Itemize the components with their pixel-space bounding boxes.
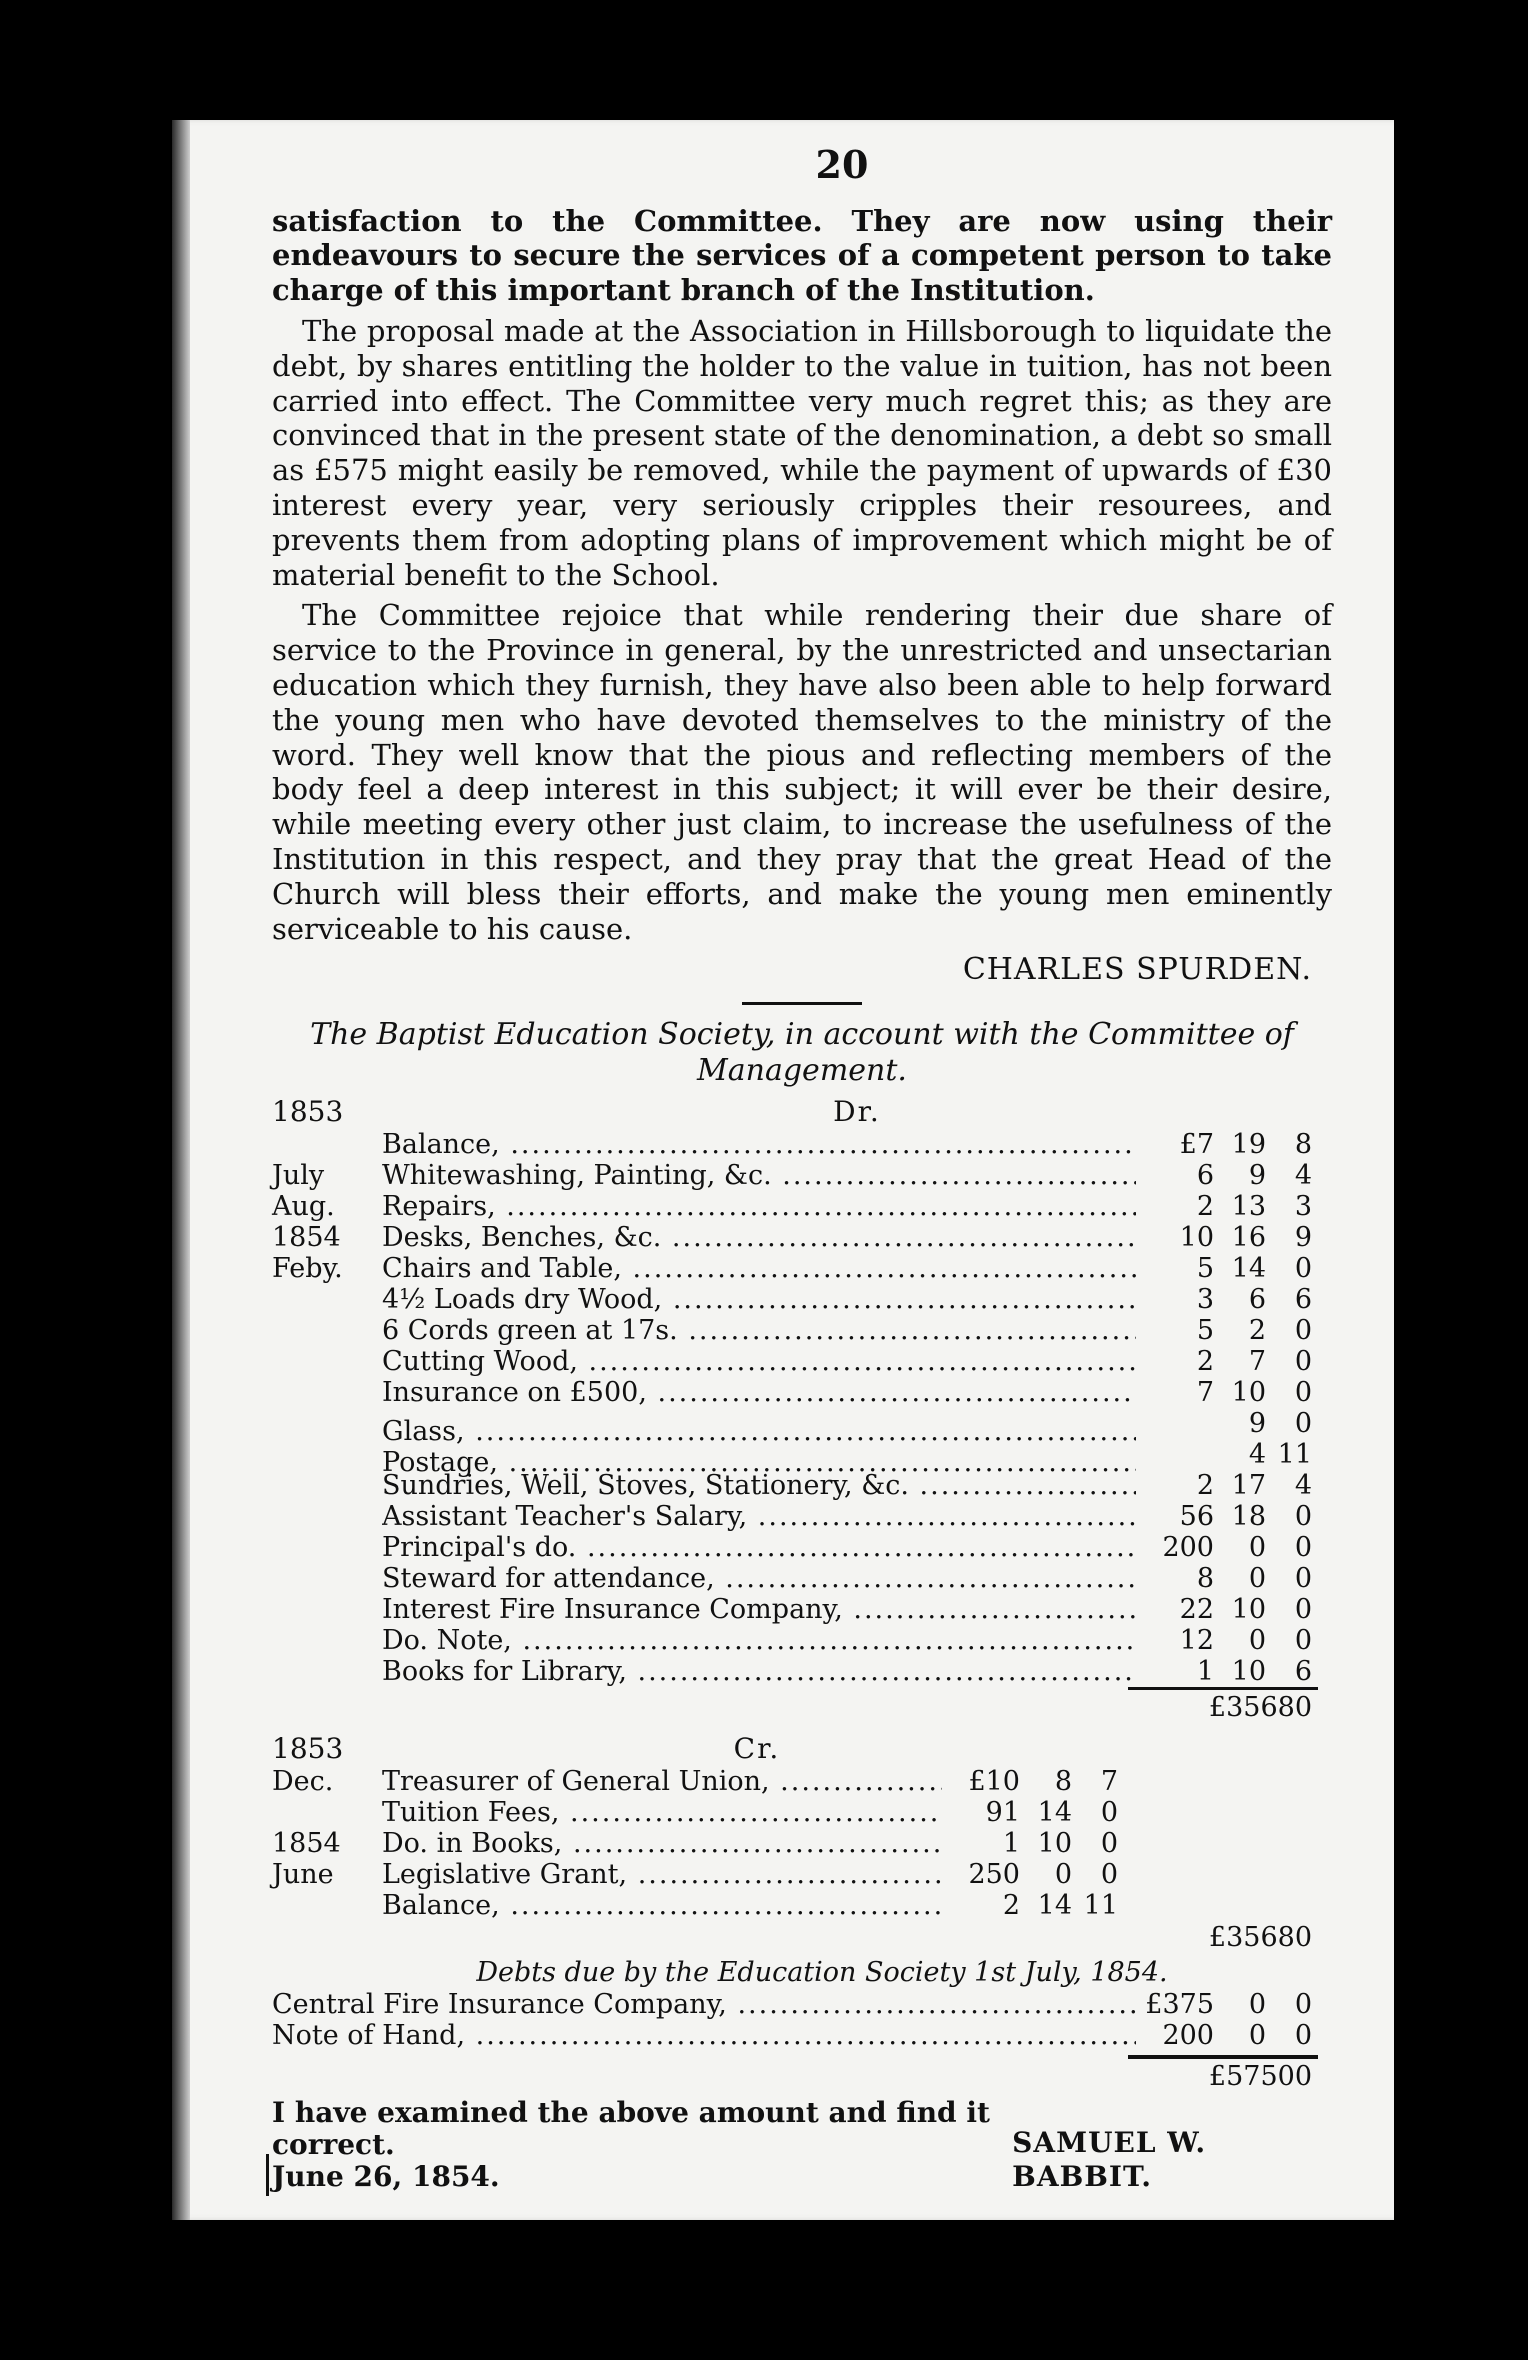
ledger-row: Note of Hand, ..... 200 0 0: [272, 2020, 1332, 2051]
ledger-row: 4½ Loads dry Wood, ..... 3 6 6: [272, 1284, 1332, 1315]
ledger-row: Cutting Wood, ..... 2 7 0: [272, 1346, 1332, 1377]
credit-section: [272, 1732, 1332, 1957]
ledger-row: Aug. Repairs, ..... 2 13 3: [272, 1191, 1332, 1222]
ledger-row: Insurance on £500, ..... 7 10 0: [272, 1377, 1332, 1408]
ledger-row: Balance, ..... 2 14 11: [272, 1890, 1132, 1921]
ledger-row: Balance, ..... £7 19 8: [272, 1129, 1332, 1160]
signature-samuel-babbit: SAMUEL W. BABBIT.: [1012, 2126, 1207, 2193]
debit-header: [272, 1095, 1332, 1129]
margin-mark: [266, 2154, 269, 2196]
debts-total: £57500: [1208, 2060, 1312, 2092]
account-title-line-2: Management.: [697, 1053, 907, 1089]
debit-total: £35680: [1208, 1691, 1312, 1723]
account-title-line-1: The Baptist Education Society, in account with the Committee of: [310, 1017, 1294, 1053]
ledger-row: Tuition Fees, ..... 91 14 0: [272, 1797, 1132, 1828]
credit-label: Cr.: [733, 1731, 781, 1765]
ledger-row: 1854 Do. in Books, ..... 1 10 0: [272, 1828, 1132, 1859]
page-number: 20: [815, 142, 869, 187]
section-divider: [742, 1002, 862, 1005]
debit-year: 1853: [272, 1095, 344, 1129]
document-page: [172, 120, 1394, 2220]
debit-rows: [272, 1129, 1332, 1687]
ledger-row: Principal's do. ..... 200 0 0: [272, 1532, 1332, 1563]
audit-date: June 26, 1854.: [272, 2160, 500, 2194]
paragraph-2: The proposal made at the Association in Hillsborough to liquidate the debt, by shares entitling the holder to the value in tuition, has not been carried into effect. The Committee very much regret this; as they are convinced that in the present state of the denomination, a debt so small as £575 might easily be removed, while the payment of upwards of £30 interest every year, very seriously cripples their resourees, and prevents them from adopting plans of improvement which might be of material benefit to the School.: [272, 313, 1332, 592]
debt-rows: [272, 1989, 1332, 2051]
debts-title: Debts due by the Education Society 1st July, 1854.: [476, 1956, 1168, 1988]
page-content: [272, 142, 1332, 2193]
paragraph-1: satisfaction to the Committee. They are now using their endeavours to secure the services of a competent person to take charge of this important branch of the Institution.: [272, 203, 1332, 308]
signature-charles-spurden: CHARLES SPURDEN.: [962, 952, 1312, 988]
ledger-row: Do. Note, ..... 12 0 0: [272, 1625, 1332, 1656]
ledger-row: Dec. Treasurer of General Union, ..... £10 8 7: [272, 1766, 1132, 1797]
ledger-row: Interest Fire Insurance Company, ..... 22 10 0: [272, 1594, 1332, 1625]
ledger-row: Steward for attendance, ..... 8 0 0: [272, 1563, 1332, 1594]
ledger-row: Books for Library, ..... 1 10 6: [272, 1656, 1332, 1687]
paragraph-3: The Committee rejoice that while rendering their due share of service to the Province in general, by the unrestricted and unsectarian education which they furnish, they have also been able to help forward the young men who have devoted themselves to the ministry of the word. They well know that the pious and reflecting members of the body feel a deep interest in this subject; it will ever be their desire, while meeting every other just claim, to increase the usefulness of the Institution in this respect, and they pray that the great Head of the Church will bless their efforts, and make the young men eminently serviceable to his cause.: [272, 598, 1332, 946]
page-spine-shadow: [172, 120, 190, 2220]
ledger-row: 1854 Desks, Benches, &c. ..... 10 16 9: [272, 1222, 1332, 1253]
account-title: [272, 1017, 1332, 1089]
credit-total: £35680: [1208, 1922, 1312, 1954]
credit-header: [272, 1732, 1132, 1766]
debit-label: Dr.: [833, 1095, 881, 1129]
audit-statement: [272, 2097, 1012, 2194]
ledger-row: Glass, ..... 9 0: [272, 1408, 1332, 1439]
ledger-row: July Whitewashing, Painting, &c. ..... 6 9 4: [272, 1160, 1332, 1191]
ledger-row: Assistant Teacher's Salary, ..... 56 18 0: [272, 1501, 1332, 1532]
ledger-row: June Legislative Grant, ..... 250 0 0: [272, 1859, 1132, 1890]
audit-statement-text: I have examined the above amount and find it correct.: [272, 2095, 990, 2162]
credit-rows: [272, 1766, 1132, 1921]
ledger-row: 6 Cords green at 17s. ..... 5 2 0: [272, 1315, 1332, 1346]
credit-year: 1853: [272, 1731, 344, 1765]
ledger-row: Central Fire Insurance Company, ..... £375 0 0: [272, 1989, 1332, 2020]
ledger-row: Sundries, Well, Stoves, Stationery, &c. ..... 2 17 4: [272, 1470, 1332, 1501]
auditor-footer: [272, 2097, 1332, 2194]
ledger-row: Feby. Chairs and Table, ..... 5 14 0: [272, 1253, 1332, 1284]
debit-section: [272, 1095, 1332, 1726]
ledger-row: Postage, ..... 4 11: [272, 1439, 1332, 1470]
